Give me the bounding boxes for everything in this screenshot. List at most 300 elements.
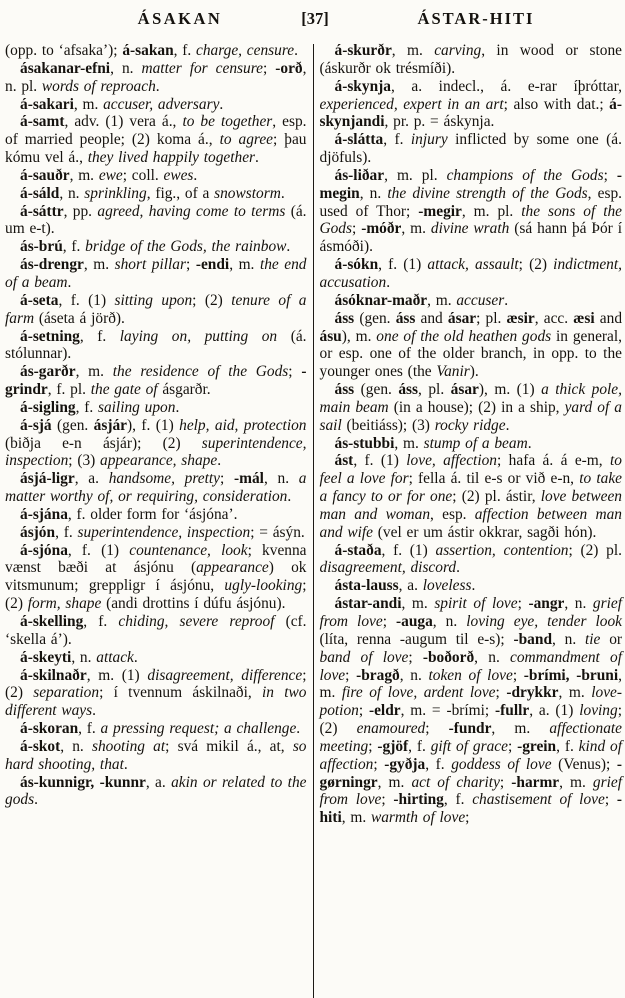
headword: ásjá-ligr [20, 470, 75, 488]
gloss-italic: chiding, severe reproof [118, 613, 275, 630]
gloss-italic: snowstorm [214, 184, 281, 202]
entry-text: , esp. [430, 505, 475, 523]
running-header [0, 9, 625, 35]
gloss-italic: gift of grace [430, 737, 508, 755]
headword: ás-garðr [20, 363, 76, 381]
entry-text: , m. [401, 220, 431, 238]
entry-text: (andi drottins í dúfu ásjónu). [101, 595, 286, 613]
entry-text: , adv. (1) vera á., [64, 113, 183, 131]
gloss-italic: the sons of the Gods [319, 202, 623, 238]
dictionary-entry [5, 292, 307, 328]
headword: -brími, -bruni [523, 666, 619, 684]
dictionary-entry [5, 113, 307, 167]
entry-text: ; (2) pl. [568, 541, 622, 559]
entry-text: . [280, 184, 285, 202]
entry-text: , a. [74, 470, 109, 488]
entry-text: . [155, 77, 160, 95]
headword: á-sjá [20, 416, 52, 434]
dictionary-entry [320, 381, 623, 435]
gloss-italic: to feel a love for [319, 452, 622, 488]
gloss-italic: act of charity [411, 773, 500, 791]
dictionary-entry [320, 78, 623, 132]
gloss-italic: tenure of a farm [5, 291, 307, 327]
headword: -drykkr [506, 684, 559, 702]
gloss-italic: indictment, accusation [319, 256, 622, 291]
gloss-italic: a thick pole, main beam [319, 381, 622, 416]
gloss-italic: love-potion [319, 684, 622, 720]
dictionary-entry [320, 292, 623, 310]
dictionary-entry [5, 720, 307, 738]
entry-text: ; [288, 363, 302, 381]
entry-text: ), m. (1) [478, 381, 542, 399]
entry-text: , f. [556, 737, 579, 755]
entry-text: ; svá mikil á., at, [165, 737, 293, 755]
entry-text: . [286, 238, 291, 256]
gloss-italic: rocky ridge [434, 416, 506, 434]
dictionary-entry [5, 399, 307, 417]
entry-text: , a. [398, 577, 423, 595]
entry-text: ; hafa á. á e-m, [497, 452, 611, 470]
entry-text: ; [408, 648, 423, 666]
headword: -fullr [495, 702, 530, 720]
entry-text: . [386, 273, 391, 291]
entry-text: ; [381, 791, 394, 809]
headword: á-sáttr [20, 202, 64, 220]
entry-text: , pr. p. = áskynja. [384, 113, 495, 131]
entry-text: ; (2) [319, 702, 622, 738]
entry-text: . [456, 559, 460, 577]
headword: -grindr [5, 363, 307, 399]
headword: á-slátta [334, 131, 384, 149]
headword: ás-stubbi [334, 434, 395, 452]
dictionary-entry [5, 506, 307, 524]
header-page-number: [37] [301, 9, 329, 28]
dictionary-entry [5, 60, 307, 96]
entry-text: , m. [377, 773, 412, 791]
gloss-italic: appearance [196, 559, 269, 577]
gloss-italic: short pillar [114, 256, 186, 274]
headword: á-staða [334, 541, 382, 559]
entry-text: ; [603, 166, 617, 184]
headword: -gyðja [384, 755, 426, 773]
entry-text: ; [425, 720, 449, 738]
entry-text: . [294, 42, 298, 59]
gloss-italic: band of love [319, 648, 409, 666]
entry-text: , n. [59, 184, 85, 202]
entry-text: , m. pl. [384, 166, 447, 184]
entry-text: , f. [75, 398, 98, 416]
headword: á-skelling [20, 613, 84, 630]
entry-text: , m. (1) [86, 666, 148, 684]
entry-text: ásgarðr. [157, 381, 211, 399]
entry-text: (sá hann þá Þór í ásmóði). [319, 220, 622, 256]
entry-text: (gen. [51, 416, 94, 434]
gloss-italic: superintendence, inspection [77, 523, 251, 541]
entry-text: . [34, 791, 38, 809]
dictionary-entry [5, 524, 307, 542]
headword: -orð [275, 59, 303, 77]
dictionary-entry [320, 42, 623, 78]
dictionary-entry [320, 452, 623, 541]
headword: á-sigling [20, 398, 76, 416]
headword: ás-kunnigr, -kunnr [20, 773, 146, 791]
headword: ásjón [20, 523, 56, 541]
dictionary-entry [320, 577, 623, 595]
entry-text: , n. [71, 648, 97, 666]
gloss-italic: in two different ways [5, 684, 307, 720]
headword: -boðorð [422, 648, 475, 666]
entry-text: , f. [78, 720, 101, 738]
entry-text: , m. [401, 595, 435, 613]
gloss-italic: accuser [456, 291, 505, 309]
headword: á-sáld [20, 184, 60, 202]
entry-text: , f. (1) [381, 541, 436, 559]
headword: á-skoran [20, 720, 79, 738]
entry-text: (áseta á jörð). [34, 309, 125, 327]
entry-text: ; [495, 684, 507, 702]
entry-text: , n. [60, 737, 92, 755]
gloss-italic: Vanir [436, 363, 470, 381]
entry-text: , m. pl. [461, 202, 522, 220]
entry-text: , m. [319, 666, 622, 702]
entry-text: ). [469, 363, 479, 381]
entry-text: , n. [359, 184, 388, 202]
entry-text: ; (2) [5, 666, 307, 702]
headword: ástar-andi [334, 595, 402, 613]
gloss-italic: the divine strength of the Gods [387, 184, 588, 202]
dictionary-entry [320, 167, 623, 256]
entry-text: ; [507, 737, 518, 755]
gloss-italic: agreed, having come to terms [97, 202, 286, 220]
entry-text: , n. [263, 470, 299, 488]
entry-text: (Venus); [551, 755, 617, 773]
gloss-italic: the end of a beam [5, 256, 307, 291]
entry-text: , acc. [534, 309, 574, 327]
entry-text: , m. [394, 434, 424, 452]
entry-text: , n. pl. [5, 59, 307, 95]
dictionary-entry [5, 256, 307, 292]
entry-text: ), f. (1) [127, 416, 180, 434]
entry-text: , pl. [418, 381, 451, 399]
entry-text: , m. [427, 291, 457, 309]
dictionary-entry [320, 131, 623, 167]
entry-text: , a. [145, 773, 172, 791]
headword: ás-drengr [20, 256, 84, 274]
entry-text: , f. [62, 238, 86, 256]
headword: áss [334, 381, 355, 399]
entry-text: ; [186, 256, 196, 274]
gloss-italic: enamoured [356, 720, 426, 738]
gloss-italic: yard of a sail [319, 398, 622, 434]
entry-text: , f. [425, 755, 452, 773]
dictionary-entry [5, 203, 307, 239]
entry-text: . [67, 273, 72, 291]
entry-text: (líta, renna -augum til e-s); [319, 630, 514, 648]
headword: -hiti [319, 791, 622, 827]
gloss-italic: bridge of the Gods, the rainbow [85, 238, 287, 256]
entry-text: , m. [229, 256, 260, 274]
entry-text: , f. (1) [67, 541, 130, 559]
dictionary-entry [5, 96, 307, 114]
headword: ásar [450, 381, 479, 399]
dictionary-entry [5, 328, 307, 364]
headword: ás-liðar [334, 166, 385, 184]
gloss-italic: a matter worthy of, or requiring, consideration [5, 470, 307, 506]
entry-text: and [594, 309, 623, 327]
entry-text: ; [604, 791, 617, 809]
entry-text: (in a house); (2) in a ship, [388, 398, 565, 416]
entry-text: , f. [443, 791, 473, 809]
headword: ásakanar-efni [20, 59, 111, 77]
headword: -harmr [511, 773, 560, 791]
entry-text: , m. [558, 684, 592, 702]
entry-text: , m. [75, 363, 113, 381]
gloss-italic: form, shape [27, 595, 102, 613]
entry-text: , esp. of married people; (2) koma á., [5, 113, 307, 149]
entry-text: ; = ásýn. [250, 523, 305, 541]
entry-text: ; [358, 702, 369, 720]
headword: -móðr [361, 220, 402, 238]
gloss-italic: the gate of [90, 381, 158, 399]
headword: á-sauðr [20, 166, 70, 184]
headword: ásu [319, 327, 342, 345]
headword: ásjár [93, 416, 127, 434]
entry-text: . [193, 166, 198, 184]
gloss-italic: one of the old heathen gods [376, 327, 552, 345]
gloss-italic: chastisement of love [472, 791, 605, 809]
dictionary-entry [5, 238, 307, 256]
headword: ást [334, 452, 354, 470]
dictionary-entry [5, 185, 307, 203]
headword: ásta-lauss [334, 577, 399, 595]
headword: ás-brú [20, 238, 63, 256]
headword: á-sjána [20, 505, 68, 523]
headword: á-sakari [20, 95, 74, 113]
headword: á-sókn [334, 256, 379, 274]
entry-text: , f. (1) [58, 291, 115, 309]
entry-text: , f. (1) [378, 256, 428, 274]
gloss-italic: to take a fancy to or for one [319, 470, 622, 506]
gloss-italic: token of love [428, 666, 513, 684]
dictionary-entry [320, 256, 623, 292]
gloss-italic: ewe [98, 166, 123, 184]
entry-text: , m. [559, 773, 593, 791]
entry-text: (gen. [354, 309, 396, 327]
gloss-italic: commandment of love [319, 648, 622, 684]
entry-text: ; (2) [518, 256, 554, 274]
entry-text: . [471, 577, 476, 595]
entry-text: ; [512, 666, 524, 684]
entry-text: , f. [173, 42, 197, 59]
entry-text: ; (2) [5, 577, 307, 613]
gloss-italic: disagreement, discord [319, 559, 457, 577]
headword: -eldr [368, 702, 401, 720]
gloss-italic: sprinkling [84, 184, 147, 202]
gloss-italic: affectionate meeting [319, 720, 622, 755]
gloss-italic: injury [410, 131, 448, 149]
entry-text: ; pl. [476, 309, 507, 327]
gloss-italic: kind of affection [319, 737, 622, 773]
dictionary-entry [5, 738, 307, 774]
headword: á-skurðr [334, 42, 392, 59]
entry-text: . [175, 398, 180, 416]
headword: á-skot [20, 737, 61, 755]
entry-text: . [505, 416, 510, 434]
entry-text: ; (3) [68, 452, 101, 470]
gloss-italic: attack [96, 648, 134, 666]
entry-text: . [217, 452, 222, 470]
entry-text: , n. [474, 648, 511, 666]
right-column [320, 42, 623, 998]
headword: -megin [319, 166, 622, 202]
headword: á-skynja [334, 77, 391, 95]
entry-text: . [219, 95, 224, 113]
entry-text: . [123, 755, 128, 773]
headword: á-samt [20, 113, 65, 131]
entry-text: ; í tvennum áskilnaði, [99, 684, 263, 702]
dictionary-entry [5, 417, 307, 471]
entry-text: or [600, 630, 623, 648]
entry-text: ; [345, 666, 357, 684]
entry-text: , f. [83, 613, 119, 630]
dictionary-entry [5, 774, 307, 810]
headword: ásóknar-maðr [334, 291, 428, 309]
entry-text: ; (2) [192, 291, 232, 309]
entry-text: , n. [552, 630, 585, 648]
gloss-italic: disagreement, difference [147, 666, 303, 684]
gloss-italic: so hard shooting, that [5, 737, 307, 773]
entry-text: , m. [341, 809, 371, 827]
entry-text: , f. [383, 131, 411, 149]
entry-text: , f. [408, 737, 431, 755]
gloss-italic: loving [579, 702, 618, 720]
headword: -grein [517, 737, 557, 755]
entry-text: ; [499, 773, 512, 791]
entry-text: (vel er um ástir okkrar, sagði hón). [373, 523, 597, 541]
gloss-italic: assertion, contention [435, 541, 569, 559]
entry-text: , n. [110, 59, 142, 77]
gloss-italic: separation [33, 684, 100, 702]
gloss-italic: love, affection [406, 452, 497, 470]
header-first-word: ÁSAKAN [137, 9, 223, 28]
gloss-italic: experienced, expert in an art [319, 95, 504, 113]
headword: áss [334, 309, 355, 327]
entry-text: , f. older form for ‘ásjóna’. [67, 505, 238, 523]
entry-text: (beitiáss); (3) [341, 416, 435, 434]
gloss-italic: grief from love [319, 773, 622, 809]
entry-text: ) ok vitsmunum; greppligr í ásjónu, [5, 559, 307, 595]
dictionary-entry [320, 595, 623, 827]
gloss-italic: they lived happily together [87, 149, 256, 167]
entry-text: ; fella á. til e-s or við e-n, [408, 470, 580, 488]
headword: ásar [447, 309, 477, 327]
text-columns [0, 35, 625, 998]
entry-text: . [255, 149, 259, 167]
entry-text: , m. = -brími; [400, 702, 496, 720]
gloss-italic: loveless [422, 577, 472, 595]
entry-text: ; [517, 595, 529, 613]
entry-text: , f. [79, 327, 120, 345]
entry-text: , m. [491, 720, 550, 738]
entry-text: , f. (1) [353, 452, 407, 470]
entry-text: , m. [83, 256, 115, 274]
headword: -angr [528, 595, 565, 613]
entry-text: ; kvenna vænst bæði at ásjónu ( [5, 541, 307, 577]
entry-text: ; [220, 470, 235, 488]
headword: -endi [195, 256, 230, 274]
gloss-italic: grief from love [319, 595, 622, 630]
dictionary-entry [320, 310, 623, 381]
dictionary-entry [5, 667, 307, 721]
entry-text: , n. [564, 595, 593, 613]
entry-text: ; þau kómu vel á., [5, 131, 307, 167]
entry-text: , n. [432, 613, 467, 630]
entry-text: ; coll. [122, 166, 164, 184]
dictionary-entry [5, 470, 307, 506]
headword: á-skilnaðr [20, 666, 87, 684]
entry-text: . [296, 720, 301, 738]
entry-text: ; (2) pl. ástir, [452, 488, 541, 506]
entry-text: , fig., of a [146, 184, 215, 202]
gloss-italic: goddess of love [451, 755, 552, 773]
dictionary-entry [5, 649, 307, 667]
gloss-italic: charge, censure [196, 42, 295, 59]
header-last-word: ÁSTAR-HITI [417, 9, 535, 28]
gloss-italic: to be together [182, 113, 273, 131]
entry-text: ; [262, 59, 276, 77]
headword: -megir [418, 202, 462, 220]
entry-text: ; also with dat.; [503, 95, 610, 113]
dictionary-entry [320, 435, 623, 453]
entry-text: , m. [391, 42, 435, 59]
headword: á-sakan [122, 42, 174, 59]
entry-text: , m. [73, 95, 104, 113]
dictionary-entry [5, 542, 307, 613]
entry-text: (cf. ‘skella á’). [5, 613, 307, 648]
gloss-italic: superintendence, inspection [5, 434, 307, 470]
entry-text: (gen. [354, 381, 399, 399]
gloss-italic: champions of the Gods [446, 166, 604, 184]
gloss-italic: ugly-looking [224, 577, 303, 595]
entry-text: ; [368, 737, 378, 755]
gloss-italic: help, aid, protection [179, 416, 307, 434]
entry-text: , a. (1) [529, 702, 580, 720]
entry-text: , f. pl. [47, 381, 91, 399]
gloss-italic: a pressing request; a challenge [100, 720, 297, 738]
headword: á-skeyti [20, 648, 72, 666]
gloss-italic: attack, assault [427, 256, 519, 274]
entry-text: (opp. to ‘afsaka’); [5, 42, 123, 59]
headword: áss [395, 309, 416, 327]
entry-text: (á. stólunnar). [5, 327, 307, 363]
gloss-italic: ewes [163, 166, 194, 184]
headword: æsir [506, 309, 535, 327]
headword: áss [398, 381, 419, 399]
headword: á-skynjandi [319, 95, 622, 131]
gloss-italic: stump of a beam [423, 434, 528, 452]
column-divider-rule [313, 44, 314, 998]
entry-text: . [92, 702, 96, 720]
headword: -gørningr [319, 755, 622, 791]
entry-text: ; [382, 613, 396, 630]
gloss-italic: warmth of love [370, 809, 466, 827]
dictionary-entry [5, 42, 307, 60]
dictionary-entry [320, 542, 623, 578]
headword: á-seta [20, 291, 59, 309]
entry-text: in general, or esp. one of the older branch, in opp. to the younger ones (the [319, 327, 622, 381]
gloss-italic: matter for censure [141, 59, 263, 77]
headword: á-setning [20, 327, 80, 345]
